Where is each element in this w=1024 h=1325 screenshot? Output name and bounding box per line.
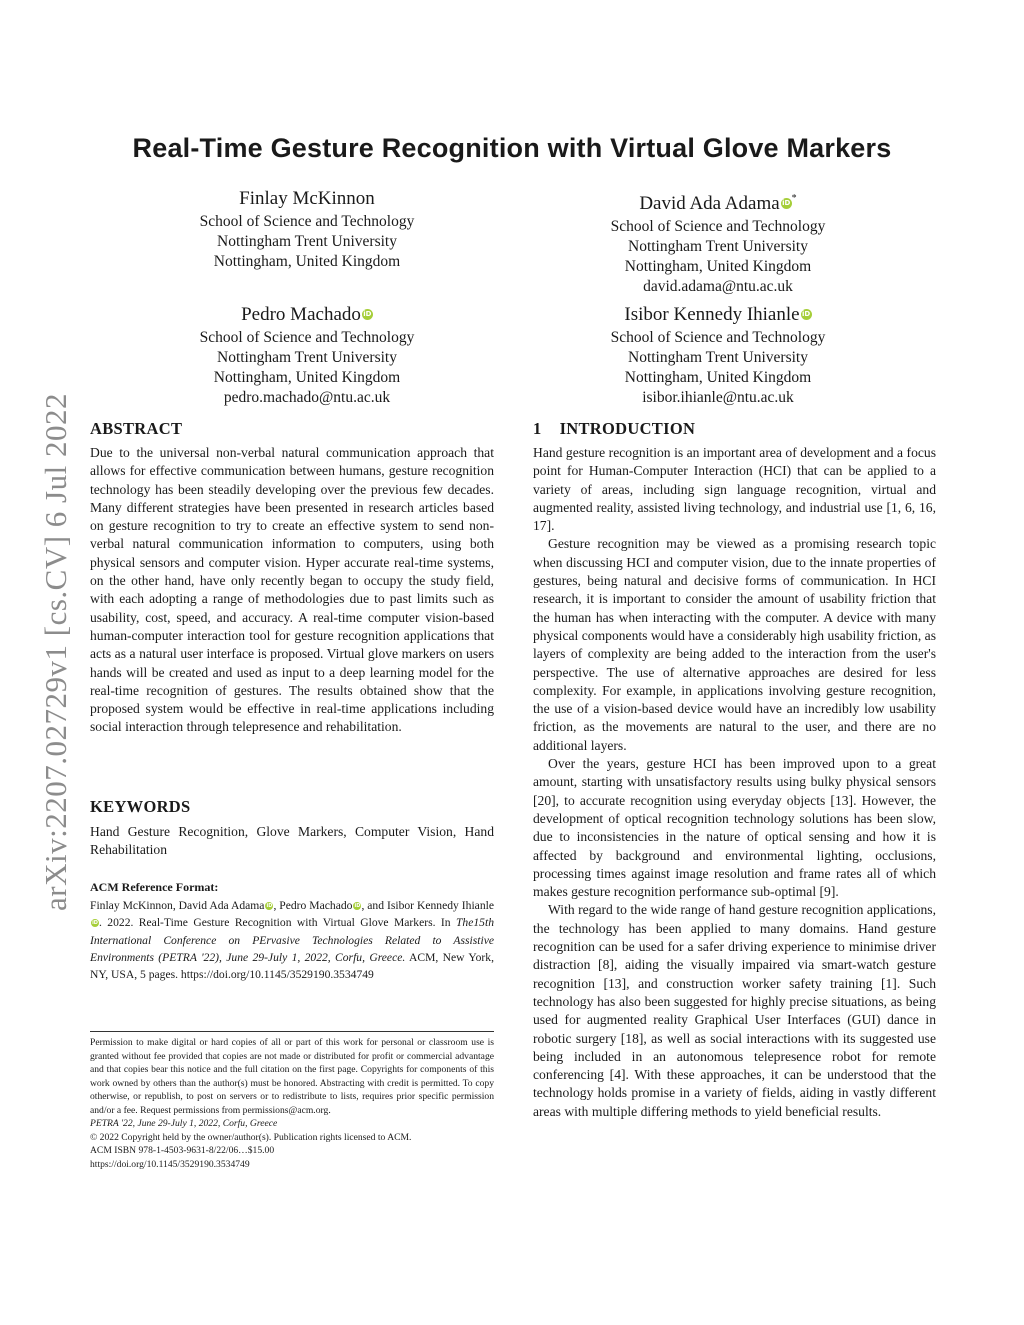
- author-name: Finlay McKinnon: [239, 188, 375, 209]
- keywords-heading: KEYWORDS: [90, 797, 191, 816]
- author-name-text: Pedro Machado: [241, 304, 361, 325]
- intro-paragraph: Over the years, gesture HCI has been improved upon to a great amount, starting with unsatisfactory results using bulky physical sensors [20], to accurate recognition using everyday objects [13]. However, the development of optical recognition technology solutions has been slow, due to inconsistencies in the nature of optical sensing and how it is affected by background and environmental lighting, occlusions, processing times against image resolution and frame rates all of which makes gesture recognition performance sub-optimal [9].: [533, 756, 936, 900]
- author-affiliation: School of Science and Technology: [199, 213, 415, 230]
- author-location: Nottingham, United Kingdom: [213, 369, 401, 386]
- abstract-heading: ABSTRACT: [90, 419, 183, 438]
- author-block-1: [157, 186, 457, 272]
- section-title: INTRODUCTION: [559, 419, 696, 438]
- author-block-3: [157, 302, 457, 408]
- orcid-icon[interactable]: iD: [801, 310, 811, 318]
- author-name-text: David Ada Adama: [639, 193, 780, 214]
- author-location: Nottingham, United Kingdom: [624, 258, 812, 275]
- author-email[interactable]: pedro.machado@ntu.ac.uk: [223, 389, 391, 406]
- intro-paragraph: Hand gesture recognition is an important area of development and a focus point for Human-Computer Interaction (HCI) that can be applied to a variety of areas, including sign language recognition, virtual and augmented reality, assisted living technology, and industrial use [1, 6, 16, 17].: [533, 445, 936, 534]
- corresponding-author-mark: *: [791, 193, 797, 204]
- author-block-4: [568, 302, 868, 408]
- introduction-heading: [533, 419, 695, 439]
- intro-paragraph: Gesture recognition may be viewed as a promising research topic when discussing HCI and computer vision, due to the innate properties of gestures, being natural and decisive forms of communication. In HCI research, it is important to consider the amount of usability friction that the human has when interacting with the computer. A device with many physical components would have a considerably high usability friction, as layers of complexity are being added to the interaction from the user's perspective. The use of alternative approaches are desired for less complexity. For example, in applications involving gesture recognition, the use of a vision-based device would have an incredibly low usability friction, as the movements are natural to the user, and there are no additional layers.: [533, 536, 936, 753]
- orcid-icon[interactable]: iD: [782, 199, 791, 207]
- orcid-icon[interactable]: iD: [92, 920, 98, 927]
- author-location: Nottingham, United Kingdom: [624, 369, 812, 386]
- footnote-divider: [90, 1031, 494, 1032]
- author-name: [157, 302, 457, 328]
- author-email[interactable]: isibor.ihianle@ntu.ac.uk: [642, 389, 794, 406]
- arxiv-identifier-stamp: arXiv:2207.02729v1 [cs.CV] 6 Jul 2022: [38, 393, 73, 911]
- author-affiliation: School of Science and Technology: [610, 218, 826, 235]
- author-email[interactable]: david.adama@ntu.ac.uk: [643, 278, 793, 295]
- acm-reference-text: [90, 897, 494, 983]
- copyright-line: © 2022 Copyright held by the owner/author(s). Publication rights licensed to ACM.: [90, 1131, 412, 1143]
- footnote-venue: PETRA '22, June 29-July 1, 2022, Corfu, Greece: [90, 1118, 278, 1129]
- author-name: [568, 302, 868, 328]
- author-affiliation: School of Science and Technology: [610, 329, 826, 346]
- author-block-2: [568, 186, 868, 297]
- acm-ref-venue: The15th International Conference on PErvasive Technologies Related to Assistive Environments (PETRA '22), June 29-July 1, 2022, Corfu, Greece.: [90, 916, 494, 964]
- section-number: 1: [533, 419, 542, 438]
- author-institution: Nottingham Trent University: [217, 349, 397, 366]
- author-name: [568, 186, 868, 217]
- author-institution: Nottingham Trent University: [628, 349, 808, 366]
- keywords-text: Hand Gesture Recognition, Glove Markers, Computer Vision, Hand Rehabilitation: [90, 824, 494, 858]
- acm-ref-authors: , and Isibor Kennedy Ihianle: [361, 899, 494, 912]
- isbn-line: ACM ISBN 978-1-4503-9631-8/22/06…$15.00: [90, 1145, 275, 1156]
- acm-ref-publisher-doi[interactable]: ACM, New York, NY, USA, 5 pages. https://doi.org/10.1145/3529190.3534749: [90, 950, 494, 982]
- orcid-icon[interactable]: iD: [266, 903, 273, 909]
- acm-reference-heading: ACM Reference Format:: [90, 880, 219, 894]
- orcid-icon[interactable]: iD: [354, 903, 361, 909]
- abstract-text: Due to the universal non-verbal natural communication approach that allows for effective communication between humans, gesture recognition technology has been steadily developing over the previous few decades. Many different strategies have been presented in research articles based on gesture recognition to try to create an effective system to send non-verbal natural communication information to computers, using both physical sensors and computer vision. Hyper accurate real-time systems, on the other hand, have only recently began to occupy the study field, with each adopting a range of methodologies due to past limits such as usability, cost, speed, and accuracy. A real-time computer vision-based human-computer interaction tool for gesture recognition applications that acts as a natural user interface is proposed. Virtual glove markers on users hands will be created and used as input to a deep learning model for the real-time recognition of gestures. The results obtained show that the proposed system would be effective in real-time applications including social interaction through telepresence and rehabilitation.: [90, 445, 494, 735]
- acm-ref-authors: Finlay McKinnon, David Ada Adama: [90, 899, 265, 912]
- doi-link[interactable]: https://doi.org/10.1145/3529190.3534749: [90, 1158, 250, 1170]
- author-institution: Nottingham Trent University: [628, 238, 808, 255]
- author-location: Nottingham, United Kingdom: [213, 253, 401, 270]
- permission-notice: Permission to make digital or hard copies of all or part of this work for personal or classroom use is granted without fee provided that copies are not made or distributed for profit or commercial advantage and that copies bear this notice and the full citation on the first page. Copyrights for components of this work owned by others than the author(s) must be honored. Abstracting with credit is permitted. To copy otherwise, or republish, to post on servers or to redistribute to lists, requires prior specific permission and/or a fee. Request permissions from permissions@acm.org.: [90, 1037, 494, 1116]
- orcid-icon[interactable]: iD: [363, 310, 372, 318]
- author-institution: Nottingham Trent University: [217, 233, 397, 250]
- author-affiliation: School of Science and Technology: [199, 329, 415, 346]
- intro-paragraph: With regard to the wide range of hand gesture recognition applications, the technology has been applied to many domains. Hand gesture recognition can be used for a safer driving experience to minimise driver distraction [8], aiding the visually impaired via smart-watch gesture recognition [13], and construction worker safety training [1]. Such technology has also been suggested for highly precise situations, as being used for augmented reality Graphical User Interfaces (GUI) dance in robotic surgery [18], as well as social interactions with its suggested use being included in an autonomous telepresence robot for remote conferencing [4]. With these approaches, it can be understood that the technology holds promise in a variety of fields, aiding in vastly different areas with multiple differing methods to yield beneficial results.: [533, 902, 936, 1119]
- acm-ref-title: . 2022. Real-Time Gesture Recognition with Virtual Glove Markers. In: [99, 916, 456, 930]
- copyright-footnote: [90, 1036, 494, 1171]
- introduction-body: [533, 444, 936, 1121]
- paper-title: Real-Time Gesture Recognition with Virtual Glove Markers: [132, 133, 892, 163]
- acm-ref-authors: , Pedro Machado: [273, 899, 353, 912]
- author-name-text: Isibor Kennedy Ihianle: [624, 304, 800, 325]
